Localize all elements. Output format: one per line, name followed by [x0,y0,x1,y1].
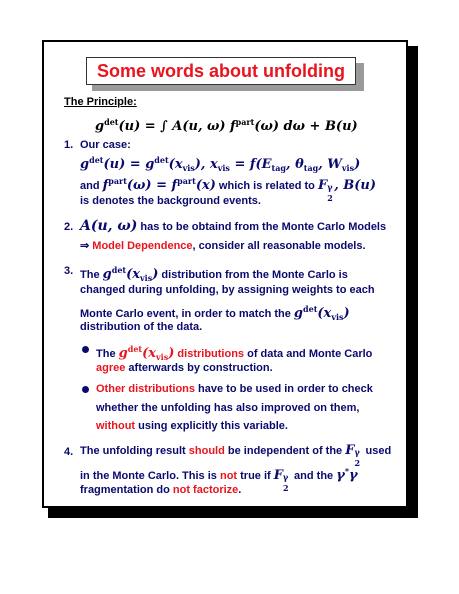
principle-equation: $g^{det}(u)$ = ∫ A(u, ω) $f^{part}(\omega) d\omega + B(u)$ [95,117,358,134]
item-3-line-4: distribution of the data. [80,321,203,333]
bullet-1-dot [82,346,89,353]
bullet-2-line-1: Other distributions have to be used in order to check [96,383,373,395]
item-2-line-1: A(u, ω) has to be obtaind from the Monte Carlo Models [80,218,387,234]
item-1-number: 1. [64,139,74,151]
item-1-label: Our case: [80,139,131,151]
bullet-1-line-1: The $g^{det}(x_{vis})$ distributions of data and Monte Carlo [96,344,373,362]
bullet-2-dot [82,386,89,393]
principle-heading: The Principle: [64,96,137,108]
bullet-2-line-3: without using explicitly this variable. [96,420,288,432]
item-4-line-3: fragmentation do not factorize. [80,484,242,496]
item-4-line-2: in the Monte Carlo. This is not true if F γ 2 and the γ*γ [80,466,358,493]
item-4-number: 4. [64,446,74,458]
item-3-line-2: changed during unfolding, by assigning weights to each [80,284,375,296]
item-1-line-2: and $f^{part}(\omega) = f^{part}(x)$ which is related to F γ 2 , B(u) [80,176,376,203]
bullet-1-line-2: agree afterwards by construction. [96,362,273,374]
item-3-line-1: The $g^{det}(x_{vis})$ distribution from the Monte Carlo is [80,265,348,283]
item-1-line-3: is denotes the background events. [80,195,261,207]
item-1-equation-1: $g^{det}(u) = g^{det}(x_{vis})$, $x_{vis} = f(E_{tag}$, $\theta_{tag}$, $W_{vis}$) [80,155,361,173]
bullet-2-line-2: whether the unfolding has also improved on them, [96,402,360,414]
title-box [86,57,356,85]
item-2-number: 2. [64,221,74,233]
page-title: Some words about unfolding [97,60,345,81]
item-3-number: 3. [64,265,74,277]
item-3-line-3: Monte Carlo event, in order to match the $g^{det}(x_{vis})$ [80,304,350,322]
item-2-line-2: ⇒ Model Dependence, consider all reasonable models. [80,240,366,252]
item-4-line-1: The unfolding result should be independent of the F γ 2 used [80,443,392,468]
